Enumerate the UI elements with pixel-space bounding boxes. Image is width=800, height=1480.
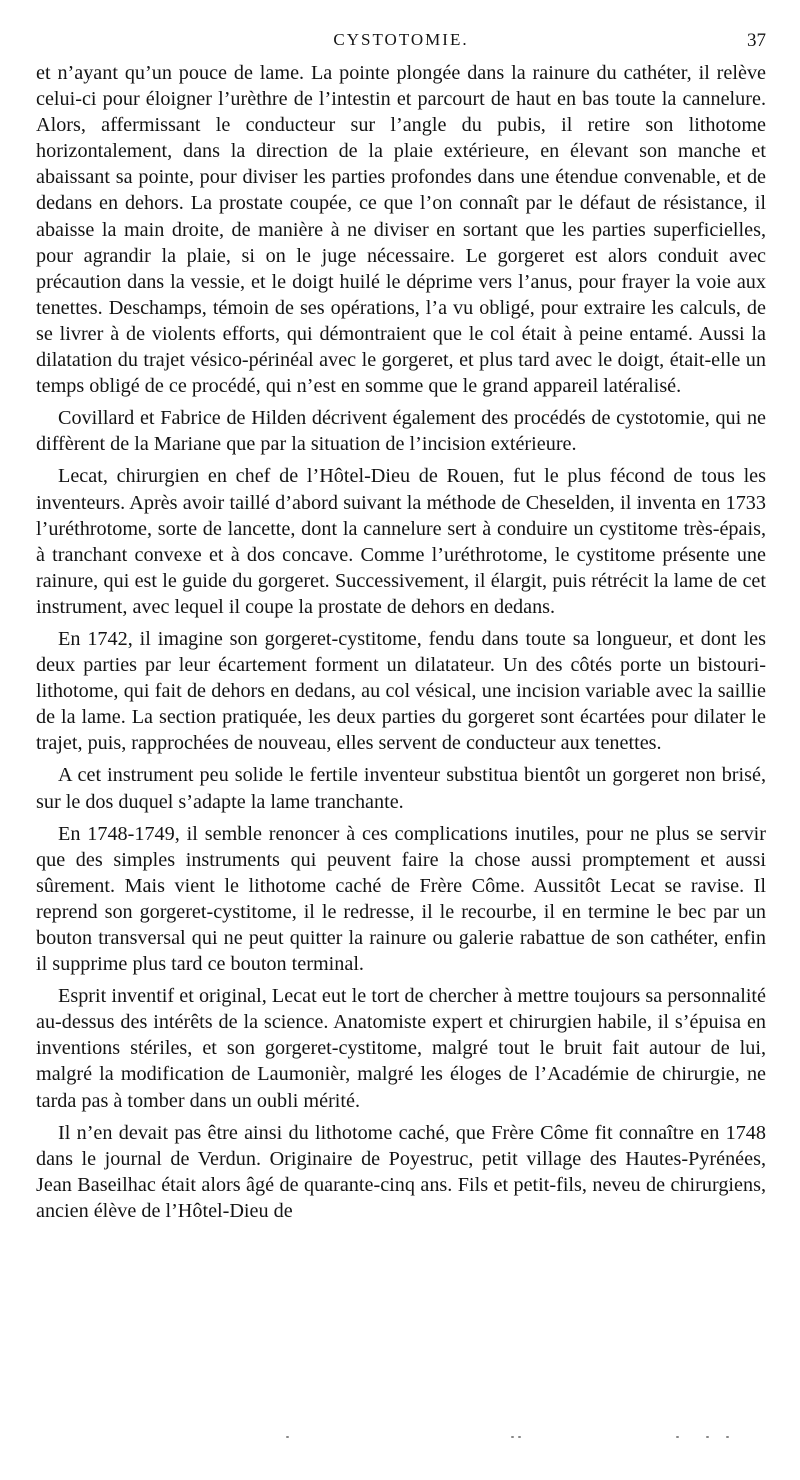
paragraph-6: En 1748-1749, il semble renoncer à ces complications inutiles, pour ne plus se servir que des simples instruments qui peuvent faire la chose aussi promptement et aussi sûrement. Mais vient le lithotome caché de Frère Côme. Aussitôt Lecat se ravise. Il reprend son gorgeret-cystitome, il le redresse, il le recourbe, il en termine le bec par un bouton transversal qui ne peut quitter la rainure ou galerie rabattue de son cathéter, enfin il supprime plus tard ce bouton terminal.	[36, 822, 766, 976]
body-text	[36, 60, 766, 1230]
paragraph-8: Il n’en devait pas être ainsi du lithotome caché, que Frère Côme fit connaître en 1748 dans le journal de Verdun. Originaire de Poyestruc, petit village des Hautes-Pyrénées, Jean Baseilhac était alors âgé de quarante-cinq ans. Fils et petit-fils, neveu de chirurgiens, ancien élève de l’Hôtel-Dieu de	[36, 1121, 766, 1222]
paragraph-5: A cet instrument peu solide le fertile inventeur substitua bientôt un gorgeret non brisé, sur le dos duquel s’adapte la lame tranchante.	[36, 764, 766, 813]
running-title: CYSTOTOMIE.	[333, 30, 469, 49]
paragraph-4: En 1742, il imagine son gorgeret-cystitome, fendu dans toute sa longueur, et dont les deux parties par leur écartement forment un dilatateur. Un des côtés porte un bistouri-lithotome, qui fait de dehors en dedans, au col vésical, une incision variable avec la saillie de la lame. La section pratiquée, les deux parties du gorgeret sont écartées pour dilater le trajet, puis, rapprochées de nouveau, elles servent de conducteur aux tenettes.	[36, 627, 766, 755]
page-number: 37	[747, 30, 766, 51]
paragraph-3: Lecat, chirurgien en chef de l’Hôtel-Dieu de Rouen, fut le plus fécond de tous les inventeurs. Après avoir taillé d’abord suivant la méthode de Cheselden, il inventa en 1733 l’uréthrotome, sorte de lancette, dont la cannelure sert à conduire un cystitome très-épais, à tranchant convexe et à dos concave. Comme l’uréthrotome, le cystitome présente une rainure, qui est le guide du gorgeret. Successivement, il élargit, puis rétrécit la lame de cet instrument, avec lequel il coupe la prostate de dehors en dedans.	[36, 465, 766, 618]
paragraph-7: Esprit inventif et original, Lecat eut le tort de chercher à mettre toujours sa personnalité au-dessus des intérêts de la science. Anatomiste expert et chirurgien habile, il s’épuisa en inventions stériles, et son gorgeret-cystitome, malgré tout le bruit fait autour de lui, malgré la modification de Laumonièr, malgré les éloges de l’Académie de chirurgie, ne tarda pas à tomber dans un oubli mérité.	[36, 985, 766, 1112]
scan-specks	[36, 1436, 766, 1446]
scan-speck	[511, 1436, 514, 1438]
scan-speck	[706, 1436, 709, 1438]
scan-speck	[726, 1436, 729, 1438]
scan-speck	[518, 1436, 521, 1438]
paragraph-2: Covillard et Fabrice de Hilden décrivent également des procédés de cystotomie, qui ne diffèrent de la Mariane que par la situation de l’incision extérieure.	[36, 407, 766, 456]
paragraph-1: et n’ayant qu’un pouce de lame. La pointe plongée dans la rainure du cathéter, il relève celui-ci pour éloigner l’urèthre de l’intestin et parcourt de haut en bas toute la cannelure. Alors, affermissant le conducteur sur l’angle du pubis, il retire son lithotome horizontalement, dans la direction de la plaie extérieure, en élevant son manche et abaissant sa pointe, pour diviser les parties profondes dans une étendue convenable, et de dedans en dehors. La prostate coupée, ce que l’on connaît par le défaut de résistance, il abaisse la main droite, de manière à ne diviser en sortant que les parties superficielles, pour agrandir la plaie, si on le juge nécessaire. Le gorgeret est alors conduit avec précaution dans la vessie, et le doigt huilé le déprime vers l’anus, pour frayer la voie aux tenettes. Deschamps, témoin de ses opérations, l’a vu obligé, pour extraire les calculs, de se livrer à de violents efforts, qui démontraient que le col était à peine entamé. Aussi la dilatation du trajet vésico-périnéal avec le gorgeret, et plus tard avec le doigt, était-elle un temps obligé de ce procédé, qui n’est en somme que le grand appareil latéralisé.	[36, 62, 766, 398]
scan-speck	[286, 1436, 289, 1438]
page-header	[36, 30, 766, 54]
scan-speck	[676, 1436, 679, 1438]
